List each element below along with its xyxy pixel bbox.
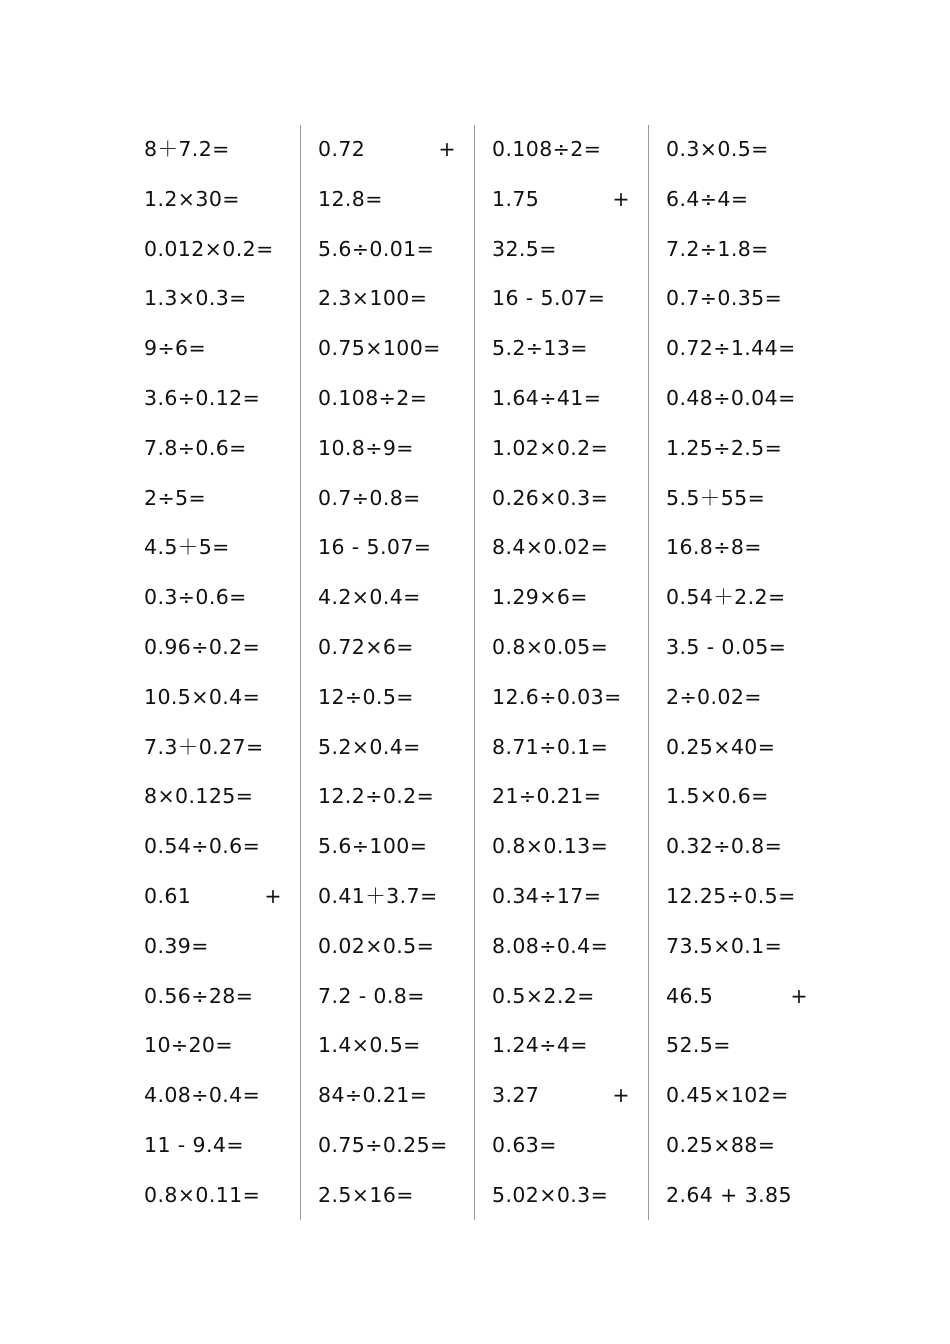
problem-text: 10÷20=	[144, 1033, 233, 1058]
problem-row	[666, 922, 808, 972]
problem-text: 0.3÷0.6=	[144, 585, 247, 610]
problem-row	[666, 1121, 808, 1171]
problem-text: 0.45×102=	[666, 1083, 789, 1108]
problem-row	[492, 374, 630, 424]
problem-row	[144, 424, 282, 474]
problem-row	[666, 523, 808, 573]
problem-text: 0.34÷17=	[492, 883, 602, 908]
problem-text: 5.02×0.3=	[492, 1182, 609, 1207]
problem-row	[318, 1171, 456, 1221]
problem-text: 0.32÷0.8=	[666, 834, 783, 859]
problem-row	[492, 175, 630, 225]
problem-row	[492, 972, 630, 1022]
problem-text: 8.4×0.02=	[492, 535, 609, 560]
problem-row	[318, 175, 456, 225]
problem-text: 7.3＋0.27=	[144, 734, 264, 759]
problem-text: 8.71÷0.1=	[492, 734, 609, 759]
problem-row	[666, 324, 808, 374]
problem-row	[318, 972, 456, 1022]
problem-row	[666, 822, 808, 872]
problem-text: 52.5=	[666, 1033, 731, 1058]
problem-text: 84÷0.21=	[318, 1083, 428, 1108]
problem-row	[666, 772, 808, 822]
problem-row	[318, 623, 456, 673]
problem-row	[666, 623, 808, 673]
problem-text: 0.75÷0.25=	[318, 1132, 448, 1157]
problem-text: 9÷6=	[144, 336, 207, 361]
problem-text: 0.012×0.2=	[144, 236, 274, 261]
operator-sign: +	[264, 883, 282, 908]
problem-text: 0.7÷0.35=	[666, 286, 783, 311]
problem-row	[492, 1121, 630, 1171]
problem-row	[492, 822, 630, 872]
problem-text: 2.64 + 3.85	[666, 1182, 792, 1207]
problem-text: 8.08÷0.4=	[492, 933, 609, 958]
problem-text: 7.8÷0.6=	[144, 435, 247, 460]
problem-text: 1.25÷2.5=	[666, 435, 783, 460]
problem-text: 5.6÷0.01=	[318, 236, 435, 261]
problem-text: 0.8×0.11=	[144, 1182, 261, 1207]
problem-text: 11 - 9.4=	[144, 1132, 244, 1157]
problem-row	[318, 424, 456, 474]
column-divider	[648, 125, 649, 1220]
operator-sign: +	[612, 186, 630, 211]
problem-column-4	[666, 125, 808, 1220]
problem-row	[492, 474, 630, 524]
problem-row	[666, 125, 808, 175]
problem-row	[318, 125, 456, 175]
problem-text: 0.63=	[492, 1132, 557, 1157]
problem-text: 16.8÷8=	[666, 535, 762, 560]
problem-row	[144, 1021, 282, 1071]
problem-row	[144, 623, 282, 673]
problem-row	[144, 872, 282, 922]
problem-row	[144, 474, 282, 524]
problem-row	[144, 374, 282, 424]
problem-text: 0.108÷2=	[492, 137, 602, 161]
problem-row	[318, 474, 456, 524]
problem-text: 0.7÷0.8=	[318, 485, 421, 510]
problem-text: 73.5×0.1=	[666, 933, 783, 958]
problem-text: 12.2÷0.2=	[318, 784, 435, 809]
problem-row	[318, 1021, 456, 1071]
problem-text: 2÷0.02=	[666, 684, 762, 709]
problem-text: 1.75	[492, 186, 540, 211]
problem-row	[318, 872, 456, 922]
problem-row	[666, 723, 808, 773]
problem-row	[144, 523, 282, 573]
problem-row	[492, 523, 630, 573]
problem-row	[144, 822, 282, 872]
problem-text: 1.64÷41=	[492, 385, 602, 410]
problem-text: 7.2÷1.8=	[666, 236, 769, 261]
problem-row	[144, 1121, 282, 1171]
problem-row	[666, 474, 808, 524]
problem-row	[492, 772, 630, 822]
problem-text: 0.75×100=	[318, 336, 441, 361]
problem-text: 0.56÷28=	[144, 983, 254, 1008]
problem-text: 5.6÷100=	[318, 834, 428, 859]
problem-text: 10.5×0.4=	[144, 684, 261, 709]
problem-text: 1.5×0.6=	[666, 784, 769, 809]
problem-row	[144, 324, 282, 374]
problem-row	[318, 573, 456, 623]
problem-row	[666, 972, 808, 1022]
problem-row	[666, 424, 808, 474]
problem-text: 5.2÷13=	[492, 336, 588, 361]
problem-row	[492, 274, 630, 324]
problem-text: 16 - 5.07=	[318, 535, 432, 560]
problem-text: 3.27	[492, 1083, 540, 1108]
problem-row	[666, 1071, 808, 1121]
problem-text: 0.61	[144, 883, 192, 908]
problem-row	[492, 225, 630, 275]
problem-row	[666, 1021, 808, 1071]
problem-text: 0.8×0.13=	[492, 834, 609, 859]
problem-row	[666, 274, 808, 324]
problem-text: 2÷5=	[144, 485, 207, 510]
problem-row	[144, 772, 282, 822]
problem-text: 0.96÷0.2=	[144, 634, 261, 659]
problem-text: 2.5×16=	[318, 1182, 414, 1207]
problem-row	[318, 374, 456, 424]
problem-text: 3.5 - 0.05=	[666, 634, 787, 659]
problem-row	[492, 1071, 630, 1121]
problem-row	[492, 723, 630, 773]
problem-text: 1.3×0.3=	[144, 286, 247, 311]
problem-text: 46.5	[666, 983, 714, 1008]
problem-text: 0.25×40=	[666, 734, 776, 759]
operator-sign: +	[790, 983, 808, 1008]
operator-sign: +	[438, 137, 456, 161]
problem-column-2	[318, 125, 456, 1220]
problem-text: 0.25×88=	[666, 1132, 776, 1157]
problem-row	[492, 872, 630, 922]
problem-row	[666, 573, 808, 623]
problem-text: 0.54＋2.2=	[666, 585, 786, 610]
problem-row	[318, 822, 456, 872]
problem-text: 12÷0.5=	[318, 684, 414, 709]
problem-row	[492, 922, 630, 972]
problem-text: 1.02×0.2=	[492, 435, 609, 460]
problem-row	[492, 673, 630, 723]
problem-text: 5.5＋55=	[666, 485, 766, 510]
problem-text: 0.41＋3.7=	[318, 883, 438, 908]
problem-row	[318, 523, 456, 573]
problem-text: 12.8=	[318, 186, 383, 211]
problem-text: 8×0.125=	[144, 784, 254, 809]
problem-text: 0.54÷0.6=	[144, 834, 261, 859]
problem-text: 0.72×6=	[318, 634, 414, 659]
problem-row	[144, 573, 282, 623]
problem-text: 1.24÷4=	[492, 1033, 588, 1058]
problem-text: 1.4×0.5=	[318, 1033, 421, 1058]
problem-row	[318, 922, 456, 972]
problem-row	[144, 972, 282, 1022]
problem-row	[318, 673, 456, 723]
problem-text: 1.29×6=	[492, 585, 588, 610]
problem-text: 4.5＋5=	[144, 535, 230, 560]
problem-text: 16 - 5.07=	[492, 286, 606, 311]
column-divider	[300, 125, 301, 1220]
problem-row	[144, 1171, 282, 1221]
column-divider	[474, 125, 475, 1220]
problem-text: 0.72	[318, 137, 366, 161]
problem-text: 6.4÷4=	[666, 186, 749, 211]
problem-text: 3.6÷0.12=	[144, 385, 261, 410]
problem-text: 12.6÷0.03=	[492, 684, 622, 709]
problem-text: 2.3×100=	[318, 286, 428, 311]
problem-row	[144, 175, 282, 225]
problem-text: 0.39=	[144, 933, 209, 958]
operator-sign: +	[612, 1083, 630, 1108]
problem-column-3	[492, 125, 630, 1220]
problem-row	[144, 1071, 282, 1121]
problem-row	[666, 673, 808, 723]
problem-text: 0.8×0.05=	[492, 634, 609, 659]
problem-row	[144, 274, 282, 324]
problem-text: 8＋7.2=	[144, 137, 230, 161]
problem-row	[666, 374, 808, 424]
problem-row	[144, 225, 282, 275]
problem-column-1	[144, 125, 282, 1220]
problem-row	[666, 872, 808, 922]
problem-row	[318, 723, 456, 773]
problem-text: 7.2 - 0.8=	[318, 983, 425, 1008]
problem-row	[666, 1171, 808, 1221]
problem-row	[492, 125, 630, 175]
problem-row	[318, 225, 456, 275]
problem-text: 4.08÷0.4=	[144, 1083, 261, 1108]
problem-row	[144, 723, 282, 773]
problem-row	[318, 772, 456, 822]
problem-row	[666, 225, 808, 275]
problem-row	[144, 673, 282, 723]
problem-text: 0.26×0.3=	[492, 485, 609, 510]
problem-text: 4.2×0.4=	[318, 585, 421, 610]
problem-text: 21÷0.21=	[492, 784, 602, 809]
problem-row	[144, 125, 282, 175]
problem-text: 10.8÷9=	[318, 435, 414, 460]
problem-row	[492, 324, 630, 374]
problem-row	[318, 1071, 456, 1121]
problem-row	[318, 274, 456, 324]
problem-text: 1.2×30=	[144, 186, 240, 211]
problem-row	[492, 424, 630, 474]
problem-text: 0.72÷1.44=	[666, 336, 796, 361]
problem-text: 0.3×0.5=	[666, 137, 769, 161]
problem-row	[492, 1171, 630, 1221]
problem-row	[492, 573, 630, 623]
problem-row	[318, 1121, 456, 1171]
problem-text: 0.48÷0.04=	[666, 385, 796, 410]
problem-text: 0.108÷2=	[318, 385, 428, 410]
problem-text: 5.2×0.4=	[318, 734, 421, 759]
problem-row	[492, 623, 630, 673]
problem-text: 32.5=	[492, 236, 557, 261]
problem-text: 0.5×2.2=	[492, 983, 595, 1008]
problem-text: 0.02×0.5=	[318, 933, 435, 958]
problem-row	[492, 1021, 630, 1071]
problem-row	[144, 922, 282, 972]
problem-row	[666, 175, 808, 225]
problem-row	[318, 324, 456, 374]
problem-text: 12.25÷0.5=	[666, 883, 796, 908]
